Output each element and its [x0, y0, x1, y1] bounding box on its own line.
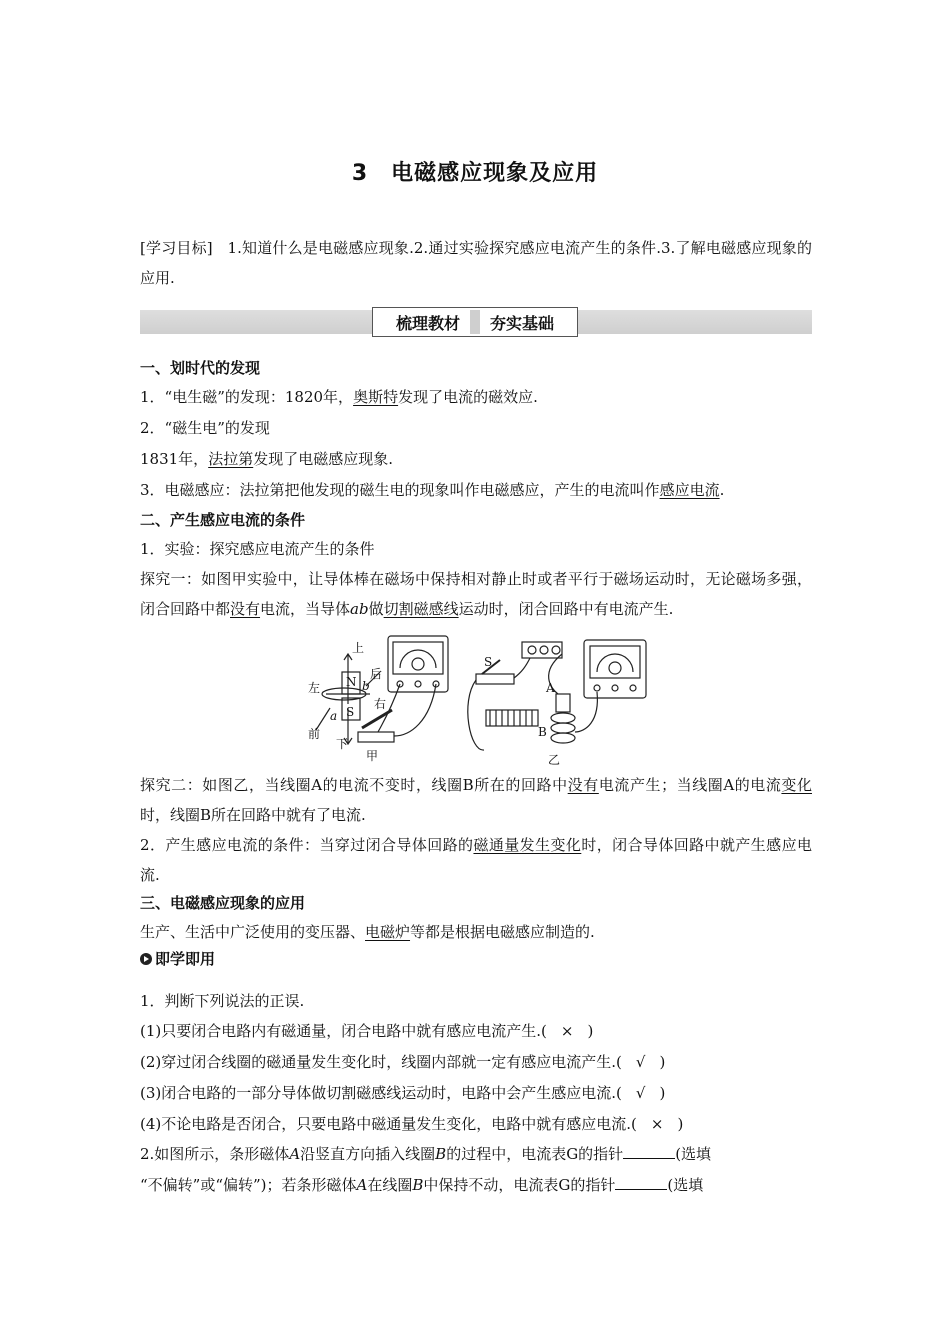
item-electricity-to-magnetism [140, 386, 812, 408]
text: 的过程中，电流表G的指针 [446, 1145, 624, 1163]
answer-none-2: 没有 [567, 776, 599, 794]
battery-cell-1 [528, 646, 536, 654]
judge-text: (1)只要闭合电路内有磁通量，闭合电路中就有感应电流产生. [140, 1022, 542, 1040]
text: 在线圈 [367, 1176, 413, 1194]
text: 3．电磁感应：法拉第把他发现的磁生电的现象叫作电磁感应，产生的电流叫作 [140, 481, 660, 499]
judge-text: (3)闭合电路的一部分导体做切割磁感线运动时，电路中会产生感应电流. [140, 1084, 617, 1102]
text: 发现了电磁感应现象. [253, 450, 393, 468]
experiment-figures [300, 632, 652, 772]
terminal-minus-yi [594, 685, 600, 691]
battery-cell-3 [552, 646, 560, 654]
text: 2.如图所示，条形磁体 [140, 1145, 290, 1163]
explore-two [140, 770, 812, 830]
label-front: 前 [308, 727, 321, 741]
text: 做 [368, 600, 384, 618]
text: 1．“电生磁”的发现：1820年， [140, 388, 354, 406]
wire-yi-1 [468, 680, 484, 750]
base-plate-jia [358, 732, 394, 742]
play-icon [140, 953, 152, 965]
terminal-g-yi [612, 685, 618, 691]
label-s: S [346, 705, 355, 719]
label-b: b [362, 679, 370, 693]
item-experiment: 1．实验：探究感应电流产生的条件 [140, 540, 375, 558]
text: 2．产生感应电流的条件：当穿过闭合导体回路的 [140, 836, 474, 854]
banner-divider [470, 310, 480, 334]
applications-text [140, 921, 812, 943]
section-banner [372, 307, 578, 337]
judge-mark: √ [635, 1053, 646, 1071]
text: 探究二：如图乙，当线圈A的电流不变时，线圈B所在的回路中 [140, 776, 568, 794]
item-faraday [140, 448, 812, 470]
galvanometer-yi [584, 640, 646, 698]
judge-text: (4)不论电路是否闭合，只要电路中磁通量发生变化，电路中就有感应电流. [140, 1115, 632, 1133]
galvanometer-scale-yi [597, 654, 633, 672]
judge-mark: √ [635, 1084, 646, 1102]
var-A: A [289, 1145, 301, 1163]
answer-flux-change: 磁通量发生变化 [473, 836, 582, 854]
practice-heading-text: 即学即用 [155, 950, 216, 968]
text: 生产、生活中广泛使用的变压器、 [140, 923, 366, 941]
label-switch: S [484, 655, 493, 669]
text: 中保持不动，电流表G的指针 [423, 1176, 616, 1194]
var-ab: ab [350, 600, 369, 618]
judge-item: (2)穿过闭合线圈的磁通量发生变化时，线圈内部就一定有感应电流产生.( √ ) [140, 1053, 666, 1071]
heading-practice [140, 948, 812, 970]
item-condition [140, 830, 812, 890]
banner-right: 夯实基础 [490, 313, 555, 333]
text: “不偏转”或“偏转”)；若条形磁体 [140, 1176, 357, 1194]
text: 时，闭合导体回路中就产生感应电流. [140, 836, 812, 884]
answer-blank-1[interactable] [623, 1144, 675, 1159]
heading-discovery: 一、划时代的发现 [140, 359, 261, 377]
coil-b-mid [551, 723, 575, 733]
text: 电流，当导体 [260, 600, 351, 618]
judge-mark: × [560, 1022, 574, 1040]
answer-oersted: 奥斯特 [353, 388, 399, 406]
caption-yi: 乙 [548, 753, 561, 767]
label-n: N [346, 675, 357, 689]
label-up: 上 [352, 641, 365, 655]
text: 时，线圈B所在回路中就有了电流. [140, 806, 366, 824]
learning-objectives [140, 233, 812, 293]
objectives-label: [学习目标] [140, 239, 213, 257]
galvanometer-scale-jia [400, 650, 436, 668]
label-right: 右 [374, 697, 387, 711]
rheostat-windings [490, 710, 532, 726]
rheostat [486, 710, 538, 726]
answer-blank-2[interactable] [615, 1175, 667, 1190]
switch-base [476, 674, 514, 684]
text: 1831年， [140, 450, 209, 468]
caption-jia: 甲 [366, 749, 379, 763]
question-2-line-1 [140, 1143, 812, 1165]
label-back: 后 [370, 667, 383, 681]
heading-conditions: 二、产生感应电流的条件 [140, 511, 306, 529]
text: 等都是根据电磁感应制造的. [410, 923, 595, 941]
judge-item: (3)闭合电路的一部分导体做切割磁感线运动时，电路中会产生感应电流.( √ ) [140, 1084, 666, 1102]
label-coil-a: A [546, 681, 555, 695]
judge-item: (1)只要闭合电路内有磁通量，闭合电路中就有感应电流产生.( × ) [140, 1022, 594, 1040]
wire-yi-4 [514, 658, 530, 678]
battery-cell-2 [540, 646, 548, 654]
answer-induction-cooker: 电磁炉 [365, 923, 411, 941]
objectives-text: 1.知道什么是电磁感应现象.2.通过实验探究感应电流产生的条件.3.了解电磁感应现象的应用. [140, 239, 812, 287]
var-B: B [435, 1145, 447, 1163]
figures-svg [300, 632, 652, 772]
text: 沿竖直方向插入线圈 [300, 1145, 436, 1163]
answer-cut-field-lines: 切割磁感线 [383, 600, 459, 618]
text: 电流产生；当线圈A的电流 [598, 776, 782, 794]
item-electromagnetic-induction [140, 479, 812, 501]
answer-change: 变化 [781, 776, 812, 794]
judge-item: (4)不论电路是否闭合，只要电路中磁通量发生变化，电路中就有感应电流.( × ) [140, 1115, 684, 1133]
label-a: a [330, 709, 338, 723]
question-2-line-2 [140, 1174, 812, 1196]
text: 探究一：如图甲实验中，让导体棒在磁场中保持相对静止时或者平行于磁场运动时，无论磁场多强，闭合回路中都 [140, 570, 812, 618]
label-coil-b: B [538, 725, 547, 739]
item-magnetism-to-electricity: 2．“磁生电”的发现 [140, 419, 270, 437]
text: (选填 [675, 1145, 712, 1163]
heading-applications: 三、电磁感应现象的应用 [140, 894, 306, 912]
answer-induced-current: 感应电流 [659, 481, 720, 499]
judge-mark: × [650, 1115, 664, 1133]
question-1: 1．判断下列说法的正误. [140, 992, 305, 1010]
galvanometer-center-yi [609, 662, 621, 674]
answer-faraday: 法拉第 [208, 450, 254, 468]
coil-a [556, 694, 570, 712]
coil-b-bottom [551, 733, 575, 743]
text: 运动时，闭合回路中有电流产生. [458, 600, 674, 618]
banner-left: 梳理教材 [395, 313, 460, 333]
label-left: 左 [308, 681, 321, 695]
var-B: B [412, 1176, 424, 1194]
terminal-g-jia [415, 681, 421, 687]
text: (选填 [667, 1176, 704, 1194]
terminal-plus-yi [630, 685, 636, 691]
var-A: A [356, 1176, 368, 1194]
explore-one [140, 564, 812, 624]
text: . [719, 481, 725, 499]
label-down: 下 [336, 737, 349, 751]
text: 发现了电流的磁效应. [398, 388, 538, 406]
answer-none: 没有 [230, 600, 261, 618]
galvanometer-center-jia [412, 658, 424, 670]
page-title: 3 电磁感应现象及应用 [351, 161, 599, 186]
coil-b-top [551, 713, 575, 723]
judge-text: (2)穿过闭合线圈的磁通量发生变化时，线圈内部就一定有感应电流产生. [140, 1053, 617, 1071]
